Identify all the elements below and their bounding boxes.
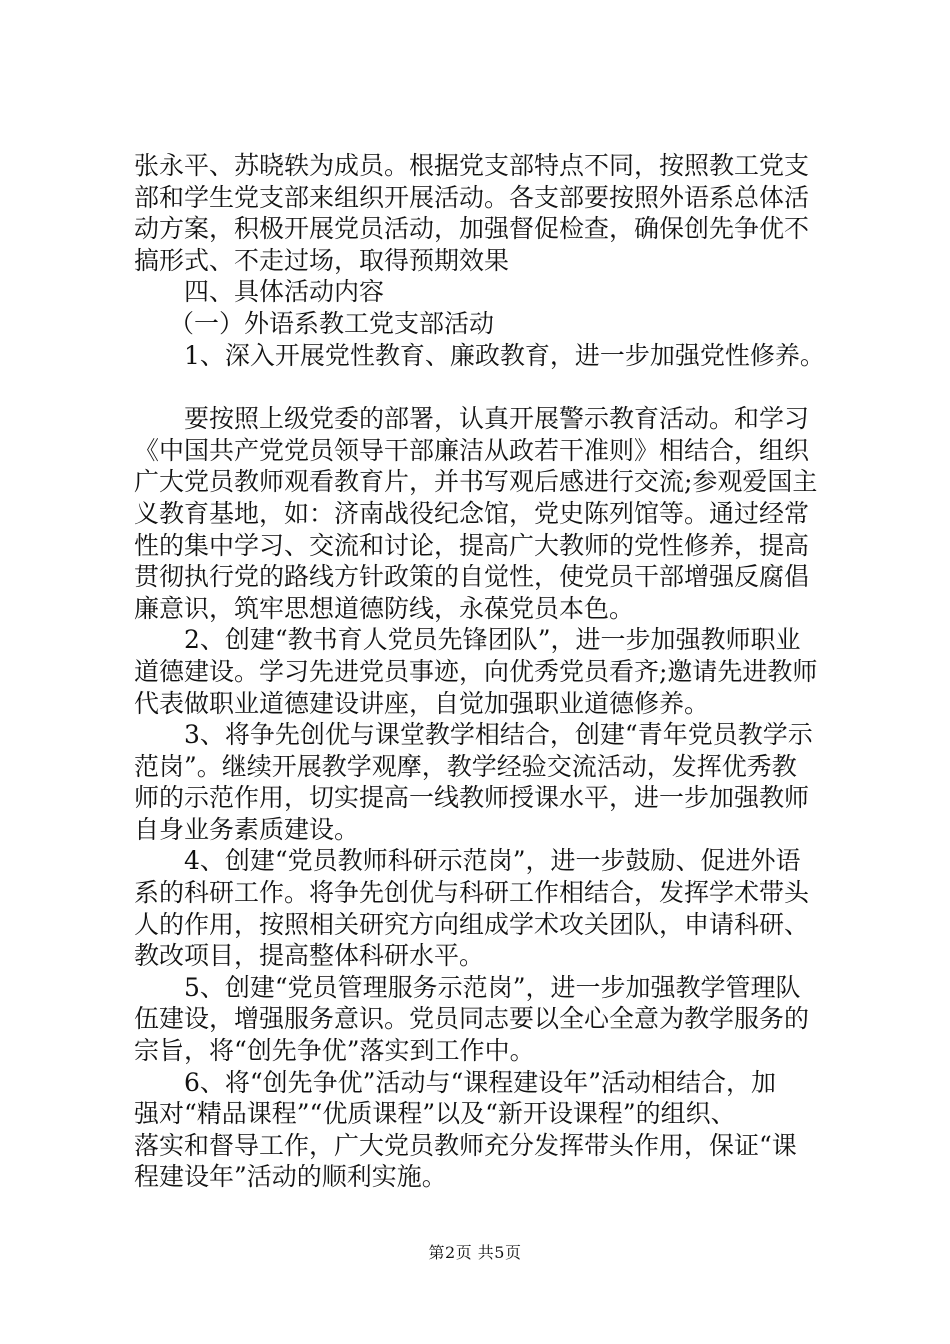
subsection-heading: （一）外语系教工党支部活动 <box>169 308 495 338</box>
text-line: 6、将“创先争优”活动与“课程建设年”活动相结合，加 <box>184 1067 777 1097</box>
text-line: 道德建设。学习先进党员事迹，向优秀党员看齐;邀请先进教师 <box>134 656 818 686</box>
item-3-paragraph <box>134 719 834 845</box>
text-line: 2、创建“教书育人党员先锋团队”，进一步加强教师职业 <box>184 625 801 655</box>
text-line: 5、创建“党员管理服务示范岗”，进一步加强教学管理队 <box>184 972 801 1002</box>
text-line: 范岗”。继续开展教学观摩，教学经验交流活动，发挥优秀教 <box>134 751 797 781</box>
text-line: 自身业务素质建设。 <box>134 814 360 844</box>
text-line: 广大党员教师观看教育片，并书写观后感进行交流;参观爱国主 <box>134 467 818 497</box>
item-2-paragraph <box>134 624 834 719</box>
text-line: 4、创建“党员教师科研示范岗”，进一步鼓励、促进外语 <box>184 846 801 876</box>
page-number: 第2页 共5页 <box>428 1243 522 1262</box>
item-4-paragraph <box>134 845 834 971</box>
section-heading: 四、具体活动内容 <box>184 277 385 307</box>
item-1-title: 1、深入开展党性教育、廉政教育，进一步加强党性修养。 <box>184 340 825 370</box>
text-line: 代表做职业道德建设讲座，自觉加强职业道德修养。 <box>134 688 710 718</box>
text-line: 张永平、苏晓轶为成员。根据党支部特点不同，按照教工党支 <box>134 151 810 180</box>
text-line: 程建设年”活动的顺利实施。 <box>134 1162 447 1192</box>
item-5-paragraph <box>134 972 834 1067</box>
text-line: 3、将争先创优与课堂教学相结合，创建“青年党员教学示 <box>184 720 813 750</box>
text-line: 宗旨，将“创先争优”落实到工作中。 <box>134 1036 535 1066</box>
text-line: 教改项目，提高整体科研水平。 <box>134 941 485 971</box>
item-6-paragraph <box>134 1067 834 1193</box>
text-line: 师的示范作用，切实提高一线教师授课水平，进一步加强教师 <box>134 783 810 813</box>
text-line: 系的科研工作。将争先创优与科研工作相结合，发挥学术带头 <box>134 878 810 908</box>
intro-paragraph <box>134 150 834 276</box>
text-line: 义教育基地，如：济南战役纪念馆，党史陈列馆等。通过经常 <box>134 498 810 528</box>
text-line: 要按照上级党委的部署，认真开展警示教育活动。和学习 <box>184 404 810 434</box>
item-1-body <box>134 403 834 624</box>
text-line: 部和学生党支部来组织开展活动。各支部要按照外语系总体活 <box>134 182 810 212</box>
text-line: 落实和督导工作，广大党员教师充分发挥带头作用，保证“课 <box>134 1130 797 1160</box>
text-line: 《中国共产党党员领导干部廉洁从政若干准则》相结合，组织 <box>134 435 810 465</box>
text-line: 强对“精品课程”“优质课程”以及“新开设课程”的组织、 <box>134 1099 736 1129</box>
text-line: 人的作用，按照相关研究方向组成学术攻关团队，申请科研、 <box>134 909 810 939</box>
text-line: 动方案，积极开展党员活动，加强督促检查，确保创先争优不 <box>134 214 810 244</box>
text-line: 性的集中学习、交流和讨论，提高广大教师的党性修养，提高 <box>134 530 810 560</box>
text-line: 廉意识，筑牢思想道德防线，永葆党员本色。 <box>134 593 635 623</box>
text-line: 贯彻执行党的路线方针政策的自觉性，使党员干部增强反腐倡 <box>134 562 810 592</box>
document-body <box>134 150 834 1193</box>
text-line: 搞形式、不走过场，取得预期效果 <box>134 245 510 275</box>
text-line: 伍建设，增强服务意识。党员同志要以全心全意为教学服务的 <box>134 1004 810 1034</box>
